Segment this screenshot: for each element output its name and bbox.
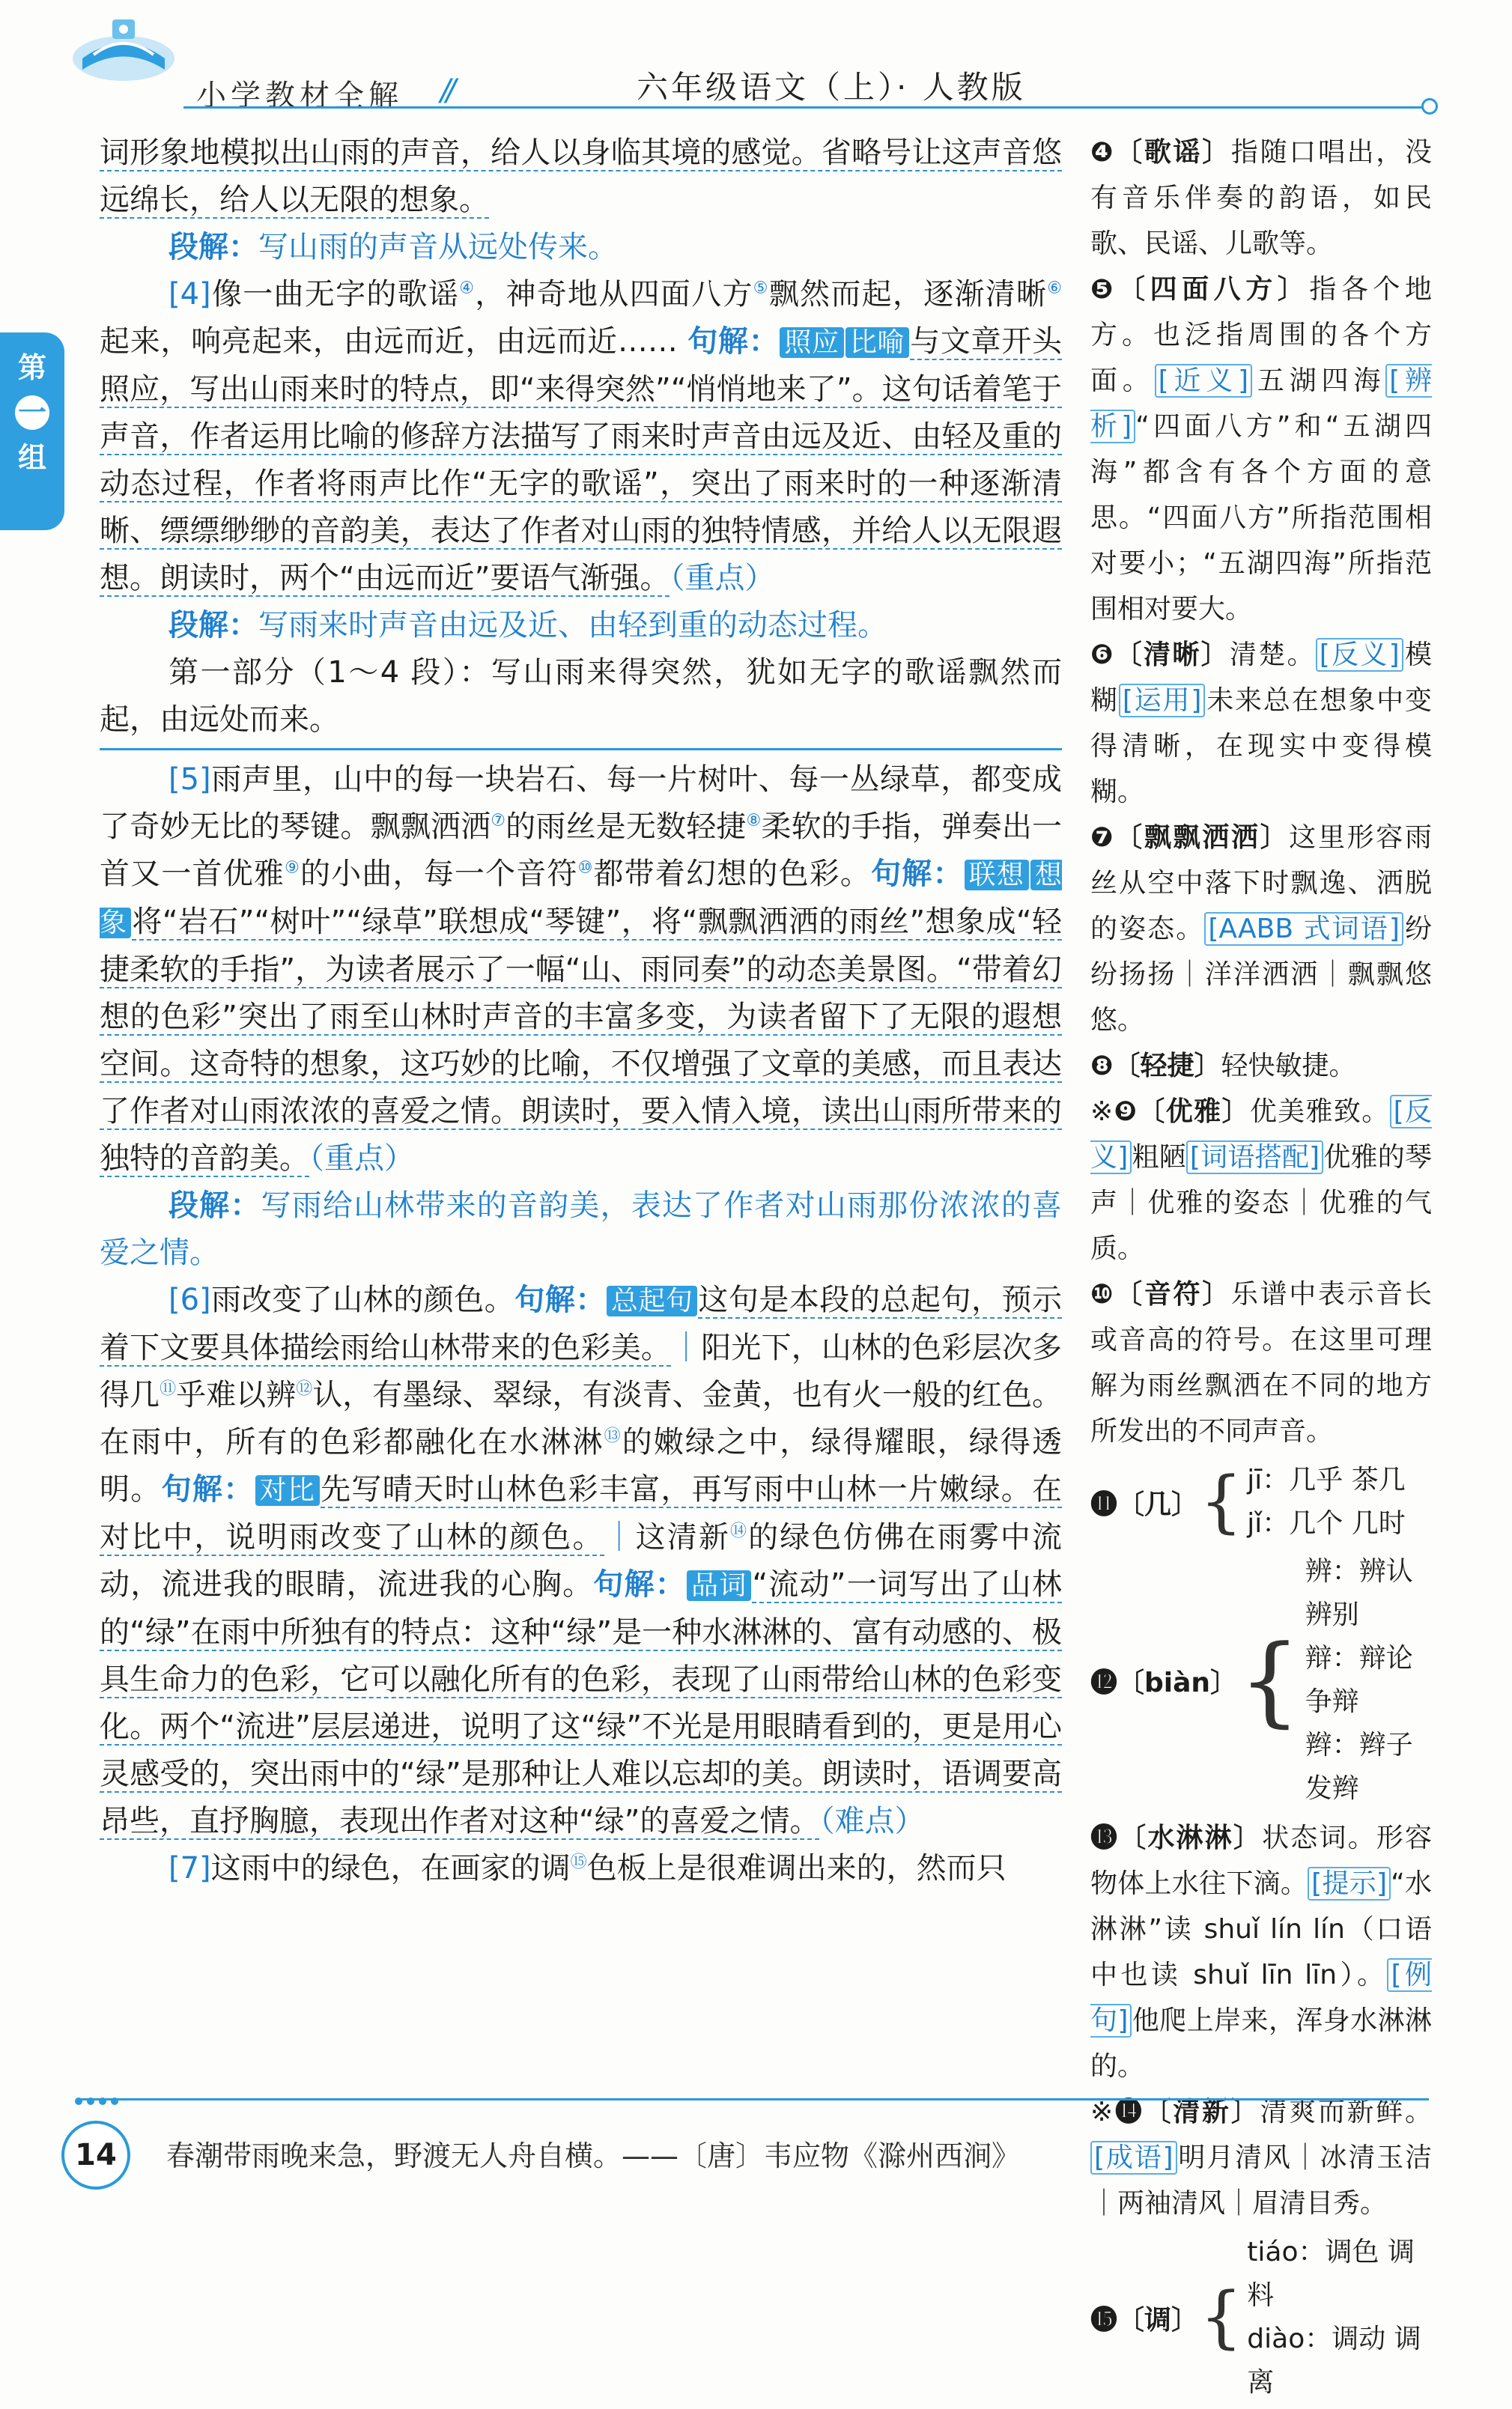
key-point-label: （重点） bbox=[670, 561, 775, 595]
segment-note-3: 段解：写雨给山林带来的音韵美，表达了作者对山雨那份浓浓的喜爱之情。 bbox=[100, 1188, 1063, 1270]
brace-icon: { bbox=[1200, 1462, 1243, 1541]
group-tab-number: 一 bbox=[15, 395, 49, 430]
segment-note-2: 段解：写雨来时声音由远及近、由轻到重的动态过程。 bbox=[168, 608, 887, 642]
page-number: 14 bbox=[61, 2121, 130, 2190]
paragraph-6: [6]雨改变了山林的颜色。句解： 总起句 这句是本段的总起句，预示着下文要具体描绘雨给山林带来的色彩美。｜阳光下，山林的色彩层次多得几⑪乎难以辨⑫认，有墨绿、翠绿，有淡青、金黄，也有火一般的红色。在雨中，所有的色彩都融化在水淋淋⑬的嫩绿之中，绿得耀眼，绿得透明。句解： 对比 先写晴天时山林色彩丰富，再写雨中山林一片嫩绿。在对比中，说明雨改变了山林的颜色。｜这清新⑭的绿色仿佛在雨雾中流动，流进我的眼睛，流进我的心胸。句解： 品词 “流动”一词写出了山林的“绿”在雨中所独有的特点：这种“绿”是一种水淋淋的、富有动感的、极具生命力的色彩，它可以融化所有的色彩，表现了山雨带给山林的色彩变化。两个“流进”层层递进，说明了这“绿”不光是用眼睛看到的，更是用心灵感受的，突出雨中的“绿”是那种让人难以忘却的美。朗读时，语调要高昂些，直抒胸臆，表现出作者对这种“绿”的喜爱之情。（难点） bbox=[100, 1283, 1063, 1838]
difficult-point-label: （难点） bbox=[819, 1804, 925, 1838]
tag-xiangxiang: 想象 bbox=[100, 860, 1063, 938]
paragraph-continued: 词形象地模拟出山雨的声音，给人以身临其境的感觉。省略号让这声音悠远绵长，给人以无限的想象。 bbox=[100, 136, 1062, 217]
note-11: ⓫ 〔几〕 { jī：几乎 茶几 jǐ：几个 几时 bbox=[1090, 1462, 1406, 1541]
section-divider bbox=[100, 748, 1062, 750]
key-point-label: （重点） bbox=[309, 1141, 414, 1176]
series-title: 小学教材全解 bbox=[196, 79, 403, 113]
book-logo-icon bbox=[67, 13, 180, 85]
part-summary: 第一部分（1～4 段）：写山雨来得突然，犹如无字的歌谣飘然而起，由远处而来。 bbox=[100, 655, 1062, 737]
note-13: ⓭〔水淋淋〕状态词。形容物体上水往下滴。 [提示] “水淋淋”读 shuǐ lín lín（口语中也读 shuǐ līn līn）。 [例句] 他爬上岸来，浑身水淋淋的。 bbox=[1090, 1823, 1432, 2082]
note-15: ⓯ 〔调〕 { tiáo：调色 调料 diào：调动 调离 bbox=[1090, 2237, 1421, 2398]
note-14: ※⓮〔清新〕清爽而新鲜。[成语] 明月清风｜冰清玉洁｜两袖清风｜眉清目秀。 bbox=[1090, 2097, 1432, 2219]
note-6: ❻〔清晰〕清楚。 [反义] 模糊 [运用] 未来总在想象中变得清晰，在现实中变得模糊。 bbox=[1090, 640, 1432, 807]
paragraph-7: [7]这雨中的绿色，在画家的调⑮色板上是很难调出来的，然而只 bbox=[168, 1851, 1007, 1886]
tag-pinci: 品词 bbox=[687, 1570, 751, 1601]
segment-note-1: 段解：写山雨的声音从远处传来。 bbox=[168, 230, 618, 264]
main-text bbox=[100, 130, 1062, 1892]
header-slash-icon: // bbox=[440, 73, 452, 108]
note-5: ❺〔四面八方〕指各个地方。也泛指周围的各个方面。 [近义] 五湖四海 [辨析] “四面八方”和“五湖四海”都含有各个方面的意思。“四面八方”所指范围相对要小；“五湖四海”所指范围相对要大。 bbox=[1090, 274, 1433, 625]
brace-icon: { bbox=[1200, 2278, 1243, 2357]
tag-zhaoying: 照应 bbox=[780, 327, 843, 358]
note-8: ❽〔轻捷〕轻快敏捷。 bbox=[1090, 1051, 1356, 1081]
tag-duibi: 对比 bbox=[255, 1475, 321, 1506]
header-rule bbox=[183, 106, 1427, 109]
tag-zongqiju: 总起句 bbox=[607, 1286, 698, 1316]
tag-lianxiang: 联想 bbox=[965, 860, 1029, 890]
group-tab-top: 第 bbox=[17, 351, 46, 384]
footer-quote: 春潮带雨晚来急，野渡无人舟自横。——〔唐〕韦应物《滁州西涧》 bbox=[166, 2139, 1021, 2172]
paragraph-4: [4]像一曲无字的歌谣④，神奇地从四面八方⑤飘然而起，逐渐清晰⑥起来，响亮起来，由远而近，由远而近…… 句解： 照应 比喻 与文章开头照应，写出山雨来时的特点，即“来得突然”“悄悄地来了”。这句话着笔于声音，作者运用比喻的修辞方法描写了雨来时声音由远及近、由轻及重的动态过程，作者将雨声比作“无字的歌谣”，突出了雨来时的一种逐渐清晰、缥缥缈缈的音韵美，表达了作者对山雨的独特情感，并给人以无限遐想。朗读时，两个“由远而近”要语气渐强。（重点） bbox=[100, 277, 1063, 595]
footer-dots bbox=[75, 2094, 123, 2108]
note-7: ❼〔飘飘洒洒〕这里形容雨丝从空中落下时飘逸、洒脱的姿态。 [AABB 式词语] 纷纷扬扬｜洋洋洒洒｜飘飘悠悠。 bbox=[1090, 822, 1432, 1036]
brace-icon: { bbox=[1239, 1623, 1301, 1737]
group-tab bbox=[0, 332, 64, 530]
book-title: 六年级语文（上）· 人教版 bbox=[637, 69, 1026, 106]
tag-biyu: 比喻 bbox=[845, 327, 909, 358]
note-12: ⓬ 〔biàn〕 { 辨：辨认 辨别 辩：辩论 争辩 辫：辫子 发辫 bbox=[1090, 1556, 1413, 1804]
paragraph-5: [5]雨声里，山中的每一块岩石、每一片树叶、每一丛绿草，都变成了奇妙无比的琴键。飘飘洒洒⑦的雨丝是无数轻捷⑧柔软的手指，弹奏出一首又一首优雅⑨的小曲，每一个音符⑩都带着幻想的色彩。句解： 联想 想象 将“岩石”“树叶”“绿草”联想成“琴键”，将“飘飘洒洒的雨丝”想象成“轻捷柔软的手指”，为读者展示了一幅“山、雨同奏”的动态美景图。“带着幻想的色彩”突出了雨至山林时声音的丰富多变，为读者留下了无限的遐想空间。这奇特的想象，这巧妙的比喻，不仅增强了文章的美感，而且表达了作者对山雨浓浓的喜爱之情。朗读时，要入情入境，读出山雨所带来的独特的音韵美。（重点） bbox=[100, 762, 1063, 1176]
side-notes bbox=[1090, 130, 1432, 2409]
note-10: ❿〔音符〕乐谱中表示音长或音高的符号。在这里可理解为雨丝飘洒在不同的地方所发出的不同声音。 bbox=[1090, 1279, 1432, 1447]
group-tab-bottom: 组 bbox=[17, 441, 46, 474]
header-dot bbox=[1421, 98, 1438, 115]
note-4: ❹〔歌谣〕指随口唱出，没有音乐伴奏的韵语，如民歌、民谣、儿歌等。 bbox=[1090, 137, 1432, 259]
note-9: ※❾〔优雅〕优美雅致。 [反义] 粗陋 [词语搭配] 优雅的琴声｜优雅的姿态｜优雅的气质。 bbox=[1090, 1096, 1432, 1264]
footer-rule bbox=[81, 2098, 1429, 2100]
